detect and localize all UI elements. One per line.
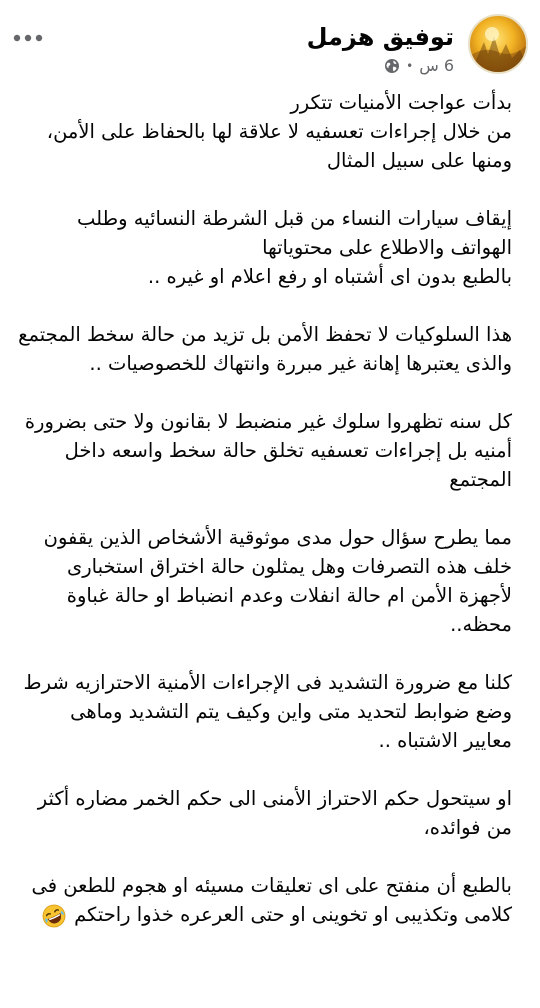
post-paragraph: إيقاف سيارات النساء من قبل الشرطة النسائيه وطلب الهواتف والاطلاع على محتوياتها بالطبع بدون اى أشتباه او رفع اعلام او غيره .. xyxy=(77,207,512,288)
more-options-button[interactable] xyxy=(10,26,46,50)
globe-icon[interactable] xyxy=(384,58,400,74)
post-text xyxy=(18,88,512,929)
post-paragraph: كل سنه تظهروا سلوك غير منضبط لا بقانون ولا حتى بضرورة أمنيه بل إجراءات تعسفيه تخلق حالة سخط واسعه داخل المجتمع xyxy=(24,410,512,491)
laughing-emoji-icon xyxy=(42,904,66,928)
author-avatar[interactable] xyxy=(468,14,528,74)
post-paragraph: مما يطرح سؤال حول مدى موثوقية الأشخاص الذين يقفون خلف هذه التصرفات وهل يمثلون حالة اختراق استخبارى لأجهزة الأمن ام حالة انفلات وعدم انضباط او حالة غباوة محظه.. xyxy=(43,526,512,636)
meta-separator: • xyxy=(406,59,414,73)
post-header xyxy=(0,0,540,86)
post-paragraph: بدأت عواجت الأمنيات تتكرر من خلال إجراءات تعسفيه لا علاقة لها بالحفاظ على الأمن، ومنها على سبيل المثال xyxy=(46,91,512,172)
post-time[interactable]: 6 س xyxy=(419,56,454,75)
post-meta xyxy=(384,56,454,76)
avatar-image xyxy=(470,16,526,72)
post-paragraph-text: بالطبع أن منفتح على اى تعليقات مسيئه او هجوم للطعن فى كلامى وتكذيبى او تخوينى او حتى العرعره خذوا راحتكم xyxy=(31,874,512,926)
post-paragraph: هذا السلوكيات لا تحفظ الأمن بل تزيد من حالة سخط المجتمع والذى يعتبرها إهانة غير مبررة وانتهاك للخصوصيات .. xyxy=(18,323,512,375)
more-horizontal-icon xyxy=(13,34,43,42)
author-name[interactable]: توفيق هزمل xyxy=(306,23,454,51)
post-paragraph: او سيتحول حكم الاحتراز الأمنى الى حكم الخمر مضاره أكثر من فوائده، xyxy=(37,787,512,839)
post-paragraph-last xyxy=(18,871,512,929)
post-paragraph: كلنا مع ضرورة التشديد فى الإجراءات الأمنية الاحترازيه شرط وضع ضوابط لتحديد متى واين وكيف يتم التشديد وماهى معايير الاشتباه .. xyxy=(23,671,512,752)
